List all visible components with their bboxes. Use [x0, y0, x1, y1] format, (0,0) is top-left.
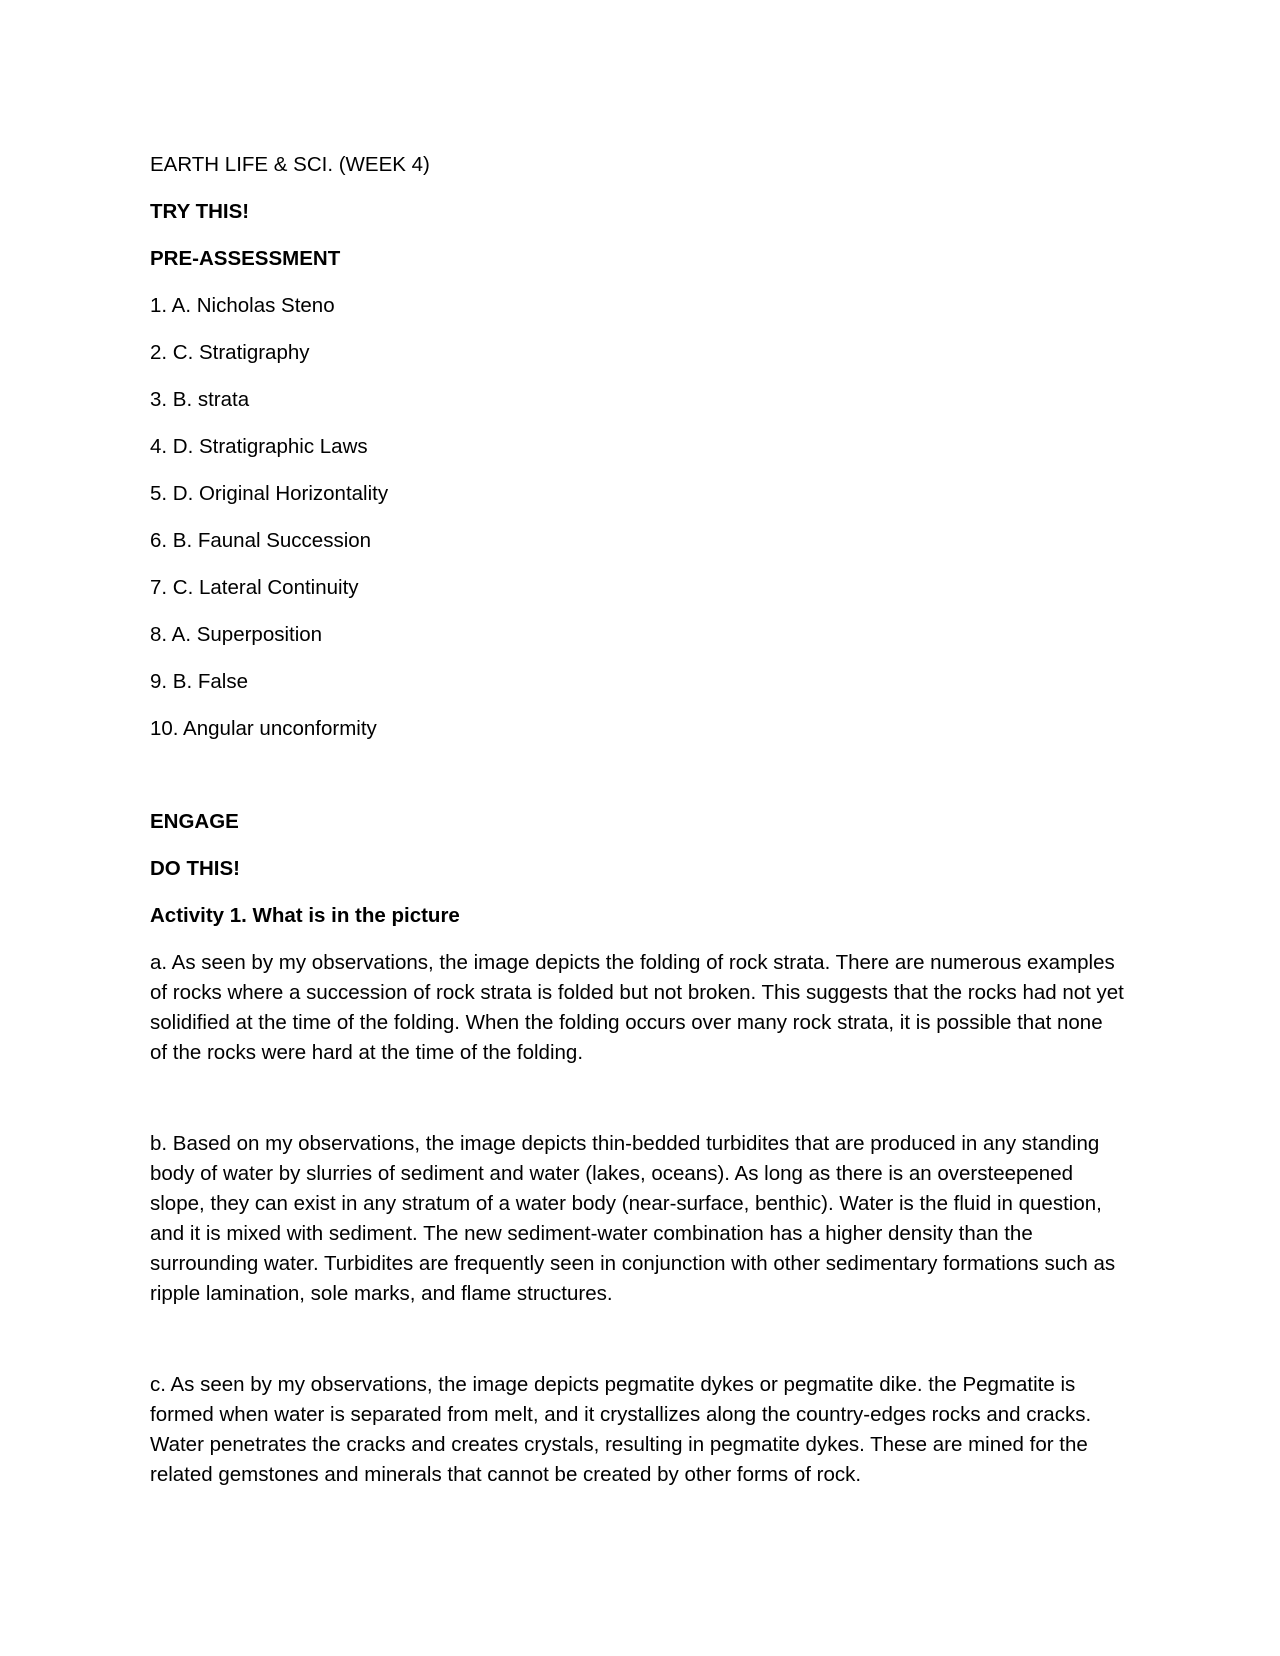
answer-item: 4. D. Stratigraphic Laws	[150, 435, 368, 458]
answer-item: 7. C. Lateral Continuity	[150, 576, 359, 599]
paragraph-spacer	[150, 1068, 1125, 1129]
answer-item: 10. Angular unconformity	[150, 717, 377, 740]
document-title: EARTH LIFE & SCI. (WEEK 4)	[150, 153, 430, 176]
paragraph-a: a. As seen by my observations, the image depicts the folding of rock strata. There are numerous examples of rocks where a succession of rock strata is folded but not broken. This suggests that the rocks had not yet solidified at the time of the folding. When the folding occurs over many rock strata, it is possible that none of the rocks were hard at the time of the folding.	[150, 951, 1124, 1064]
document-page	[150, 150, 1125, 1490]
do-this-heading: DO THIS!	[150, 857, 240, 880]
engage-heading: ENGAGE	[150, 810, 239, 833]
paragraph-spacer	[150, 1309, 1125, 1370]
answer-list	[150, 291, 1125, 744]
answer-item: 8. A. Superposition	[150, 623, 323, 646]
pre-assessment-heading: PRE-ASSESSMENT	[150, 247, 341, 270]
answer-item: 9. B. False	[150, 670, 248, 693]
answer-item: 5. D. Original Horizontality	[150, 482, 389, 505]
paragraph-c: c. As seen by my observations, the image depicts pegmatite dykes or pegmatite dike. the Pegmatite is formed when water is separated from melt, and it crystallizes along the country-edges rocks and cracks. Water penetrates the cracks and creates crystals, resulting in pegmatite dykes. These are mined for the related gemstones and minerals that cannot be created by other forms of rock.	[150, 1373, 1092, 1486]
answer-item: 2. C. Stratigraphy	[150, 341, 310, 364]
answer-item: 1. A. Nicholas Steno	[150, 294, 335, 317]
activity-title: Activity 1. What is in the picture	[150, 904, 460, 927]
try-this-heading: TRY THIS!	[150, 200, 250, 223]
section-spacer	[150, 761, 1125, 807]
answer-item: 6. B. Faunal Succession	[150, 529, 372, 552]
paragraph-b: b. Based on my observations, the image depicts thin-bedded turbidites that are produced in any standing body of water by slurries of sediment and water (lakes, oceans). As long as there is an oversteepened slope, they can exist in any stratum of a water body (near-surface, benthic). Water is the fluid in question, and it is mixed with sediment. The new sediment-water combination has a higher density than the surrounding water. Turbidites are frequently seen in conjunction with other sedimentary formations such as ripple lamination, sole marks, and flame structures.	[150, 1132, 1116, 1305]
answer-item: 3. B. strata	[150, 388, 250, 411]
